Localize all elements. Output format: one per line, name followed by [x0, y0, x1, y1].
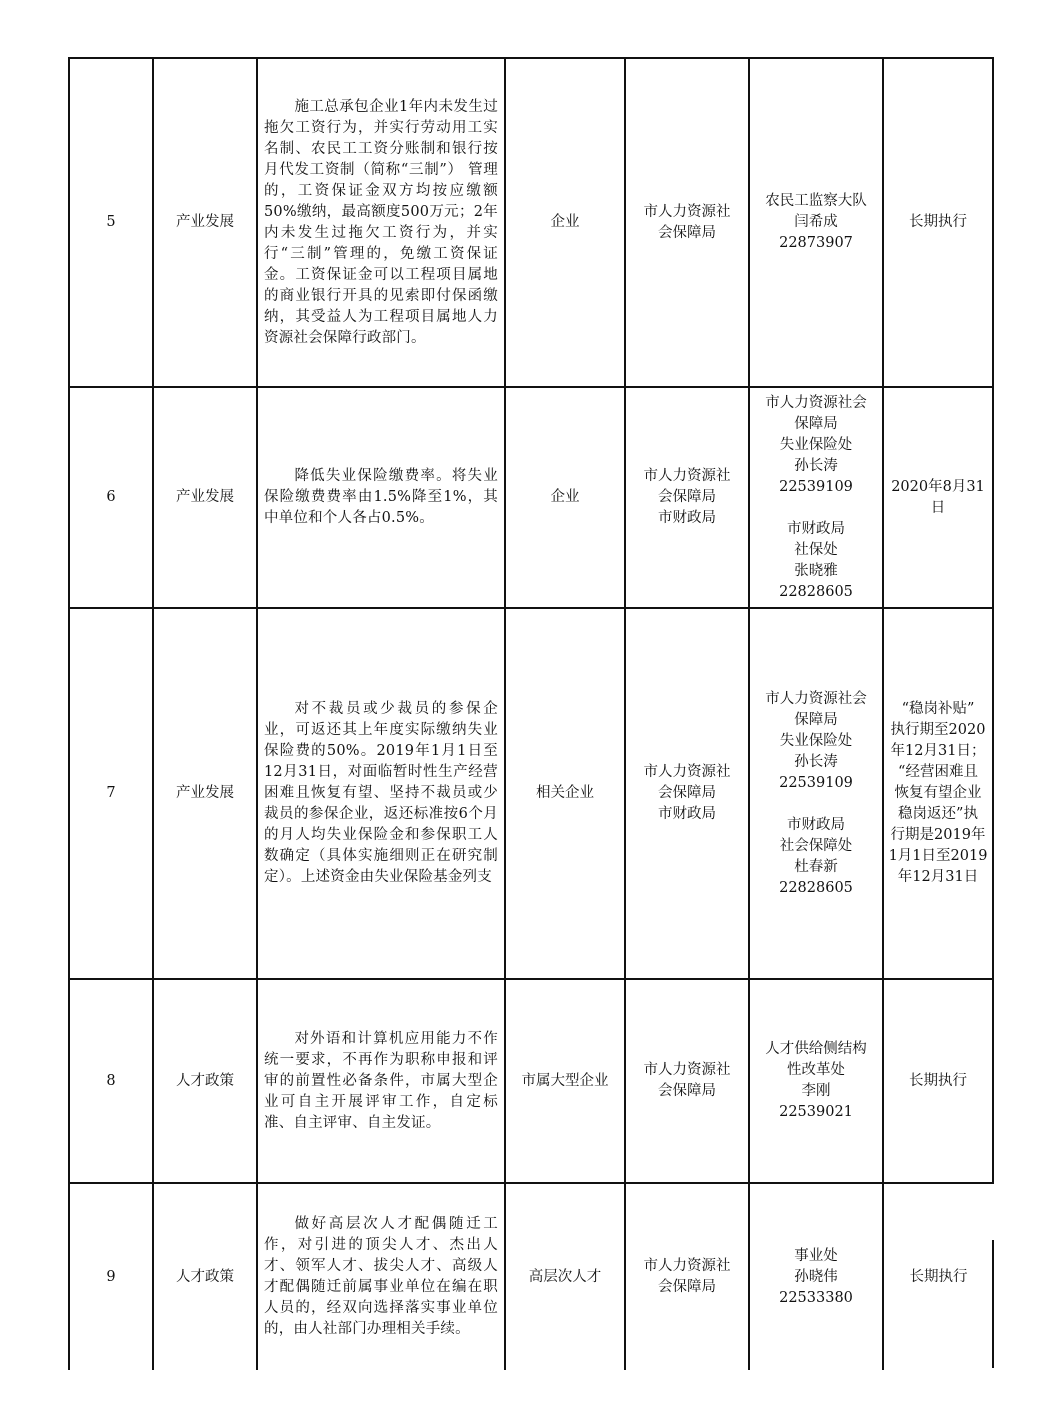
row-category: 人才政策 [153, 1183, 257, 1370]
row-content-cell [257, 387, 505, 608]
row-target: 企业 [505, 387, 625, 608]
row-content: 对外语和计算机应用能力不作统一要求，不再作为职称申报和评审的前置性必备条件，市属大型企业可自主开展评审工作，自定标准、自主评审、自主发证。 [264, 1030, 498, 1131]
row-content-cell [257, 58, 505, 387]
row-index: 9 [69, 1183, 153, 1370]
row-contact: 人才供给侧结构 性改革处 李刚 22539021 [749, 979, 883, 1183]
row-contact: 事业处 孙晓伟 22533380 [749, 1183, 883, 1370]
row-contact: 市人力资源社会 保障局 失业保险处 孙长涛 22539109 市财政局 社会保障处 杜春新 22828605 [749, 608, 883, 979]
row-contact: 农民工监察大队 闫希成 22873907 [749, 58, 883, 387]
table-row [69, 608, 993, 979]
table-right-border-stub [992, 1240, 994, 1368]
table-row [69, 1183, 993, 1370]
row-department: 市人力资源社 会保障局 市财政局 [625, 608, 749, 979]
row-department: 市人力资源社 会保障局 [625, 1183, 749, 1370]
row-index: 6 [69, 387, 153, 608]
row-content-cell [257, 608, 505, 979]
row-period: 长期执行 [883, 979, 993, 1183]
row-period: “稳岗补贴” 执行期至2020 年12月31日； “经营困难且 恢复有望企业 稳岗返还”执 行期是2019年 1月1日至2019 年12月31日 [883, 608, 993, 979]
row-department: 市人力资源社 会保障局 市财政局 [625, 387, 749, 608]
row-content: 施工总承包企业1年内未发生过拖欠工资行为，并实行劳动用工实名制、农民工工资分账制和银行按月代发工资制（简称“三制”） 管理的，工资保证金双方均按应缴额50%缴纳，最高额度500万元；2年内未发生过拖欠工资行为，并实行“三制”管理的，免缴工资保证金。工资保证金可以工程项目属地的商业银行开具的见索即付保函缴纳，其受益人为工程项目属地人力资源社会保障行政部门。 [264, 98, 498, 346]
row-content-cell [257, 979, 505, 1183]
row-index: 5 [69, 58, 153, 387]
row-index: 8 [69, 979, 153, 1183]
row-department: 市人力资源社 会保障局 [625, 979, 749, 1183]
table-row [69, 58, 993, 387]
row-content: 做好高层次人才配偶随迁工作，对引进的顶尖人才、杰出人才、领军人才、拔尖人才、高级人才配偶随迁前属事业单位在编在职人员的，经双向选择落实事业单位的，由人社部门办理相关手续。 [264, 1216, 498, 1337]
table-row [69, 979, 993, 1183]
row-period: 长期执行 [883, 1183, 993, 1370]
policy-table [68, 57, 994, 1370]
row-target: 高层次人才 [505, 1183, 625, 1370]
row-target: 市属大型企业 [505, 979, 625, 1183]
row-category: 产业发展 [153, 608, 257, 979]
row-contact: 市人力资源社会 保障局 失业保险处 孙长涛 22539109 市财政局 社保处 张晓雅 22828605 [749, 387, 883, 608]
row-target: 相关企业 [505, 608, 625, 979]
row-department: 市人力资源社 会保障局 [625, 58, 749, 387]
row-content: 降低失业保险缴费率。将失业保险缴费费率由1.5%降至1%，其中单位和个人各占0.5%。 [264, 468, 498, 526]
row-category: 产业发展 [153, 387, 257, 608]
row-category: 人才政策 [153, 979, 257, 1183]
row-category: 产业发展 [153, 58, 257, 387]
row-index: 7 [69, 608, 153, 979]
row-content-cell [257, 1183, 505, 1370]
row-period: 2020年8月31 日 [883, 387, 993, 608]
row-period: 长期执行 [883, 58, 993, 387]
row-target: 企业 [505, 58, 625, 387]
row-content: 对不裁员或少裁员的参保企业，可返还其上年度实际缴纳失业保险费的50%。2019年1月1日至12月31日，对面临暂时性生产经营困难且恢复有望、坚持不裁员或少裁员的参保企业，返还标准按6个月的月人均失业保险金和参保职工人数确定（具体实施细则正在研究制定）。上述资金由失业保险基金列支 [264, 701, 498, 885]
table-row [69, 387, 993, 608]
